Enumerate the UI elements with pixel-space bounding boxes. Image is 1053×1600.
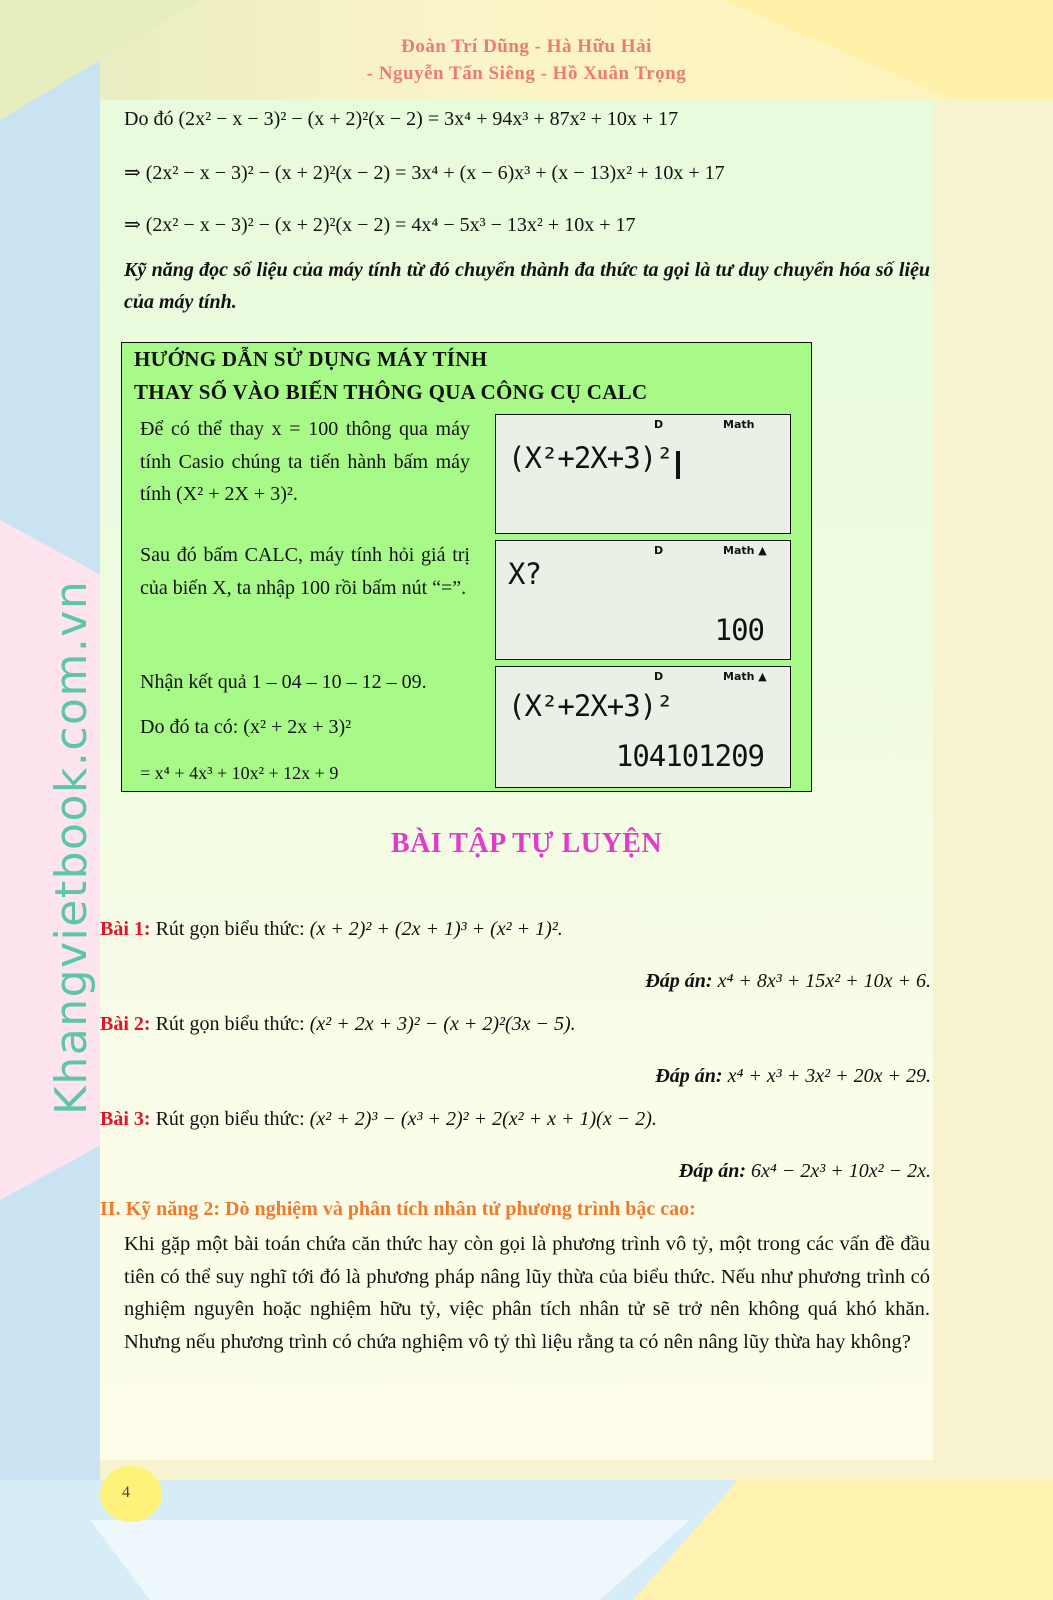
screen-2-indicator: D	[654, 544, 664, 557]
exercise-1-label: Bài 1:	[100, 918, 151, 940]
screen-3-indicator: D	[654, 670, 664, 683]
exercise-2	[100, 1013, 576, 1036]
guide-step-3-expansion: = x⁴ + 4x³ + 10x² + 12x + 9	[140, 763, 339, 783]
exercise-3-expression: (x² + 2)³ − (x³ + 2)² + 2(x² + x + 1)(x − 2).	[309, 1108, 657, 1130]
screen-2-mode: Math ▲	[723, 544, 767, 557]
screen-3-result: 104101209	[615, 739, 764, 773]
guide-step-1: Để có thể thay x = 100 thông qua máy tính Casio chúng ta tiến hành bấm máy tính (X² + 2X + 3)².	[140, 418, 470, 505]
formula-line-2	[124, 160, 725, 185]
formula-1-rhs: = 3x⁴ + 94x³ + 87x² + 10x + 17	[427, 108, 679, 130]
page-number-badge	[100, 1466, 162, 1522]
cursor	[676, 451, 680, 479]
formula-2-prefix: ⇒	[124, 162, 141, 184]
screen-3-mode: Math ▲	[723, 670, 767, 683]
exercise-2-expression: (x² + 2x + 3)² − (x + 2)²(3x − 5).	[309, 1013, 576, 1035]
exercise-2-answer	[655, 1065, 931, 1088]
formula-line-1	[124, 108, 678, 131]
exercise-1-answer	[645, 970, 931, 993]
answer-2-value: x⁴ + x³ + 3x² + 20x + 29.	[727, 1065, 931, 1087]
skill-note: Kỹ năng đọc số liệu của máy tính từ đó chuyển thành đa thức ta gọi là tư duy chuyển hóa số liệu của máy tính.	[124, 259, 930, 313]
guide-step-3-expr: Do đó ta có: (x² + 2x + 3)²	[140, 716, 352, 738]
exercise-1-expression: (x + 2)² + (2x + 1)³ + (x² + 1)².	[309, 918, 563, 940]
screen-2-value: 100	[714, 613, 764, 647]
formula-3-rhs: = 4x⁴ − 5x³ − 13x² + 10x + 17	[395, 214, 636, 236]
exercise-3-answer	[679, 1160, 931, 1183]
watermark-text: Khangvietbook.com.vn	[46, 579, 97, 1115]
exercises-heading: BÀI TẬP TỰ LUYỆN	[390, 828, 663, 859]
exercise-3	[100, 1108, 657, 1131]
answer-1-label: Đáp án:	[645, 970, 713, 992]
answer-1-value: x⁴ + 8x³ + 15x² + 10x + 6.	[717, 970, 931, 992]
answer-3-value: 6x⁴ − 2x³ + 10x² − 2x.	[751, 1160, 931, 1182]
exercise-3-text: Rút gọn biểu thức:	[155, 1108, 305, 1130]
author-line-1: Đoàn Trí Dũng - Hà Hữu Hải	[401, 36, 652, 57]
exercise-1-text: Rút gọn biểu thức:	[155, 918, 305, 940]
answer-2-label: Đáp án:	[655, 1065, 723, 1087]
formula-2-lhs: (2x² − x − 3)² − (x + 2)²(x − 2)	[145, 162, 391, 184]
exercise-2-label: Bài 2:	[100, 1013, 151, 1035]
screen-1-expression: (X²+2X+3)²	[508, 441, 673, 475]
screen-2-prompt: X?	[508, 557, 541, 591]
guide-title-2: THAY SỐ VÀO BIẾN THÔNG QUA CÔNG CỤ CALC	[134, 380, 648, 404]
formula-3-lhs: (2x² − x − 3)² − (x + 2)²(x − 2)	[145, 214, 391, 236]
guide-step-2: Sau đó bấm CALC, máy tính hỏi giá trị của biến X, ta nhập 100 rồi bấm nút “=”.	[140, 544, 470, 599]
screen-1-indicator: D	[654, 418, 664, 431]
formula-3-prefix: ⇒	[124, 214, 141, 236]
formula-2-rhs: = 3x⁴ + (x − 6)x³ + (x − 13)x² + 10x + 17	[395, 162, 725, 184]
calculator-screen-2	[495, 540, 791, 660]
calculator-screen-3	[495, 666, 791, 788]
formula-1-lhs: (2x² − x − 3)² − (x + 2)²(x − 2)	[178, 108, 423, 130]
guide-step-3-result: Nhận kết quả 1 – 04 – 10 – 12 – 09.	[140, 671, 427, 693]
section-2-heading: II. Kỹ năng 2: Dò nghiệm và phân tích nhân tử phương trình bậc cao:	[100, 1198, 696, 1220]
author-line-2: - Nguyễn Tấn Siêng - Hồ Xuân Trọng	[366, 63, 687, 84]
exercise-2-text: Rút gọn biểu thức:	[155, 1013, 305, 1035]
exercise-3-label: Bài 3:	[100, 1108, 151, 1130]
calculator-screen-1	[495, 414, 791, 534]
answer-3-label: Đáp án:	[678, 1160, 747, 1182]
bottom-center-decoration	[90, 1520, 690, 1600]
screen-3-expression: (X²+2X+3)²	[508, 689, 673, 723]
exercise-1	[100, 918, 563, 941]
calculator-guide-box	[121, 342, 812, 792]
screen-1-mode: Math	[723, 418, 755, 431]
formula-line-3	[124, 212, 636, 237]
section-2-paragraph: Khi gặp một bài toán chứa căn thức hay còn gọi là phương trình vô tỷ, một trong các vấn đề đầu tiên có thể suy nghĩ tới đó là phương pháp nâng lũy thừa của biểu thức. Nếu như phương trình có nghiệm nguyên hoặc nghiệm hữu tỷ, việc phân tích nhân tử sẽ trở nên không quá khó khăn. Nhưng nếu phương trình có chứa nghiệm vô tỷ thì liệu rằng ta có nên nâng lũy thừa hay không?	[124, 1233, 930, 1353]
page-number: 4	[122, 1484, 130, 1501]
guide-title-1: HƯỚNG DẪN SỬ DỤNG MÁY TÍNH	[134, 347, 488, 371]
formula-1-prefix: Do đó	[124, 108, 174, 130]
